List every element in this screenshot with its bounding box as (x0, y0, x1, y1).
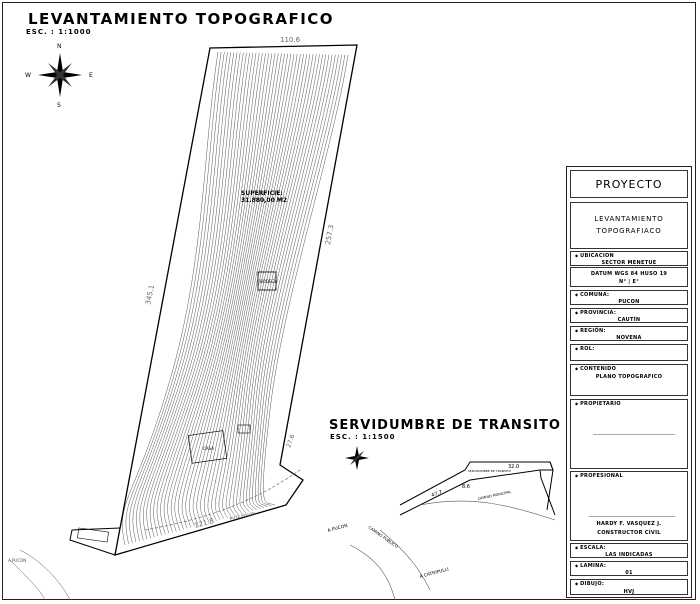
casa-label: CASA (203, 446, 214, 451)
contenido-cell (570, 364, 688, 396)
drawing-title: LEVANTAMIENTO TOPOGRAFICO (28, 10, 335, 28)
propietario-line (593, 434, 675, 435)
north-arrow-main (38, 53, 82, 97)
contenido-value: PLANO TOPOGRAFICO (595, 374, 663, 380)
contour-line (143, 52, 237, 539)
coords-value: N° | E° (618, 279, 639, 285)
datum-cell (570, 267, 688, 287)
left-label: A PUCON (8, 558, 27, 563)
contour-line (204, 54, 291, 523)
ubicacion-label: ◆ UBICACION (575, 253, 614, 259)
project-name-1: LEVANTAMIENTO (594, 215, 664, 223)
datum-value: DATUM WGS 84 HUSO 19 (590, 271, 668, 277)
provincia-value: CAUTÍN (617, 317, 641, 323)
road-edge-2 (20, 550, 70, 600)
camino-label: CAMINO MUNICIPAL (477, 489, 512, 501)
project-name-cell (570, 202, 688, 249)
contour-line (129, 52, 224, 543)
contour-line (233, 54, 316, 514)
signature-line (589, 516, 675, 517)
lamina-value: 01 (625, 570, 633, 576)
drawing-scale: ESC. : 1:1000 (26, 28, 92, 36)
bodega-label: BODEGA (260, 279, 278, 284)
dibujo-label: ◆ DIBUJO: (575, 581, 604, 587)
servidumbre-title: SERVIDUMBRE DE TRANSITO (329, 418, 561, 433)
profesional-cell (570, 471, 688, 541)
contour-line (154, 53, 247, 537)
contour-line (161, 53, 253, 534)
lamina-cell (570, 561, 688, 576)
escala-cell (570, 543, 688, 558)
title-block (566, 166, 692, 598)
contour-line (157, 53, 250, 536)
propietario-cell (570, 399, 688, 469)
serv-dim3: 32.0 (508, 464, 520, 470)
access-driveway (70, 528, 120, 555)
contenido-label: ◆ CONTENIDO (575, 366, 616, 372)
rol-label: ◆ ROL: (575, 346, 595, 352)
catripulli-label: A CATRIPULLI (419, 567, 450, 580)
dim-bottom: 121.8 (193, 517, 215, 530)
proyecto-header: PROYECTO (570, 170, 688, 198)
comuna-label: ◆ COMUNA: (575, 292, 609, 298)
servidumbre-scale: ESC. : 1:1500 (330, 433, 396, 441)
dim-small-right: 27.6 (285, 433, 297, 449)
compass-n: N (57, 43, 62, 50)
surface-value: 31.880,00 M2 (241, 197, 288, 204)
provincia-cell (570, 308, 688, 323)
dim-right: 257.3 (324, 224, 336, 246)
road-edge-3 (10, 560, 45, 600)
region-label: ◆ REGIÓN: (575, 328, 606, 334)
project-name-2: TOPOGRAFIACO (596, 227, 662, 235)
escala-label: ◆ ESCALA: (575, 545, 606, 551)
dibujo-cell (570, 579, 688, 595)
north-arrow-servidumbre (345, 446, 369, 470)
compass-e: E (89, 72, 93, 79)
ubicacion-value: SECTOR MENETUE (601, 260, 657, 266)
contour-line (126, 52, 221, 544)
dim-top: 110.6 (280, 36, 301, 44)
comuna-cell (570, 290, 688, 305)
contour-line (147, 53, 241, 539)
pucon-label: A PUCON (327, 523, 349, 534)
escala-value: LAS INDICADAS (605, 552, 653, 558)
rol-cell (570, 344, 688, 361)
dim-left: 345.1 (144, 284, 157, 306)
provincia-label: ◆ PROVINCIA: (575, 310, 616, 316)
propietario-label: ◆ PROPIETARIO (575, 401, 621, 407)
road-label: RUTA PUCON (229, 510, 256, 521)
comuna-value: PUCON (618, 299, 640, 305)
ubicacion-cell (570, 251, 688, 266)
region-cell (570, 326, 688, 341)
compass-w: W (25, 72, 31, 79)
serv-dim2: 8.6 (462, 484, 470, 490)
serv-note: SERVIDUMBRE DE TRANSITO (468, 469, 511, 473)
dibujo-value: HVJ (623, 589, 635, 595)
surface-label: SUPERFICIE: (241, 190, 283, 197)
profesional-name: HARDY F. VASQUEZ J. (596, 521, 662, 527)
profesional-label: ◆ PROFESIONAL (575, 473, 623, 479)
compass-s: S (57, 102, 61, 109)
serv-dim1: 47.7 (430, 489, 444, 499)
calle-label: CAMINO PUBLICO (367, 524, 399, 549)
lamina-label: ◆ LAMINA: (575, 563, 606, 569)
profesional-title: CONSTRUCTOR CIVIL (597, 530, 661, 536)
contour-lines (122, 52, 348, 545)
region-value: NOVENA (616, 335, 642, 341)
